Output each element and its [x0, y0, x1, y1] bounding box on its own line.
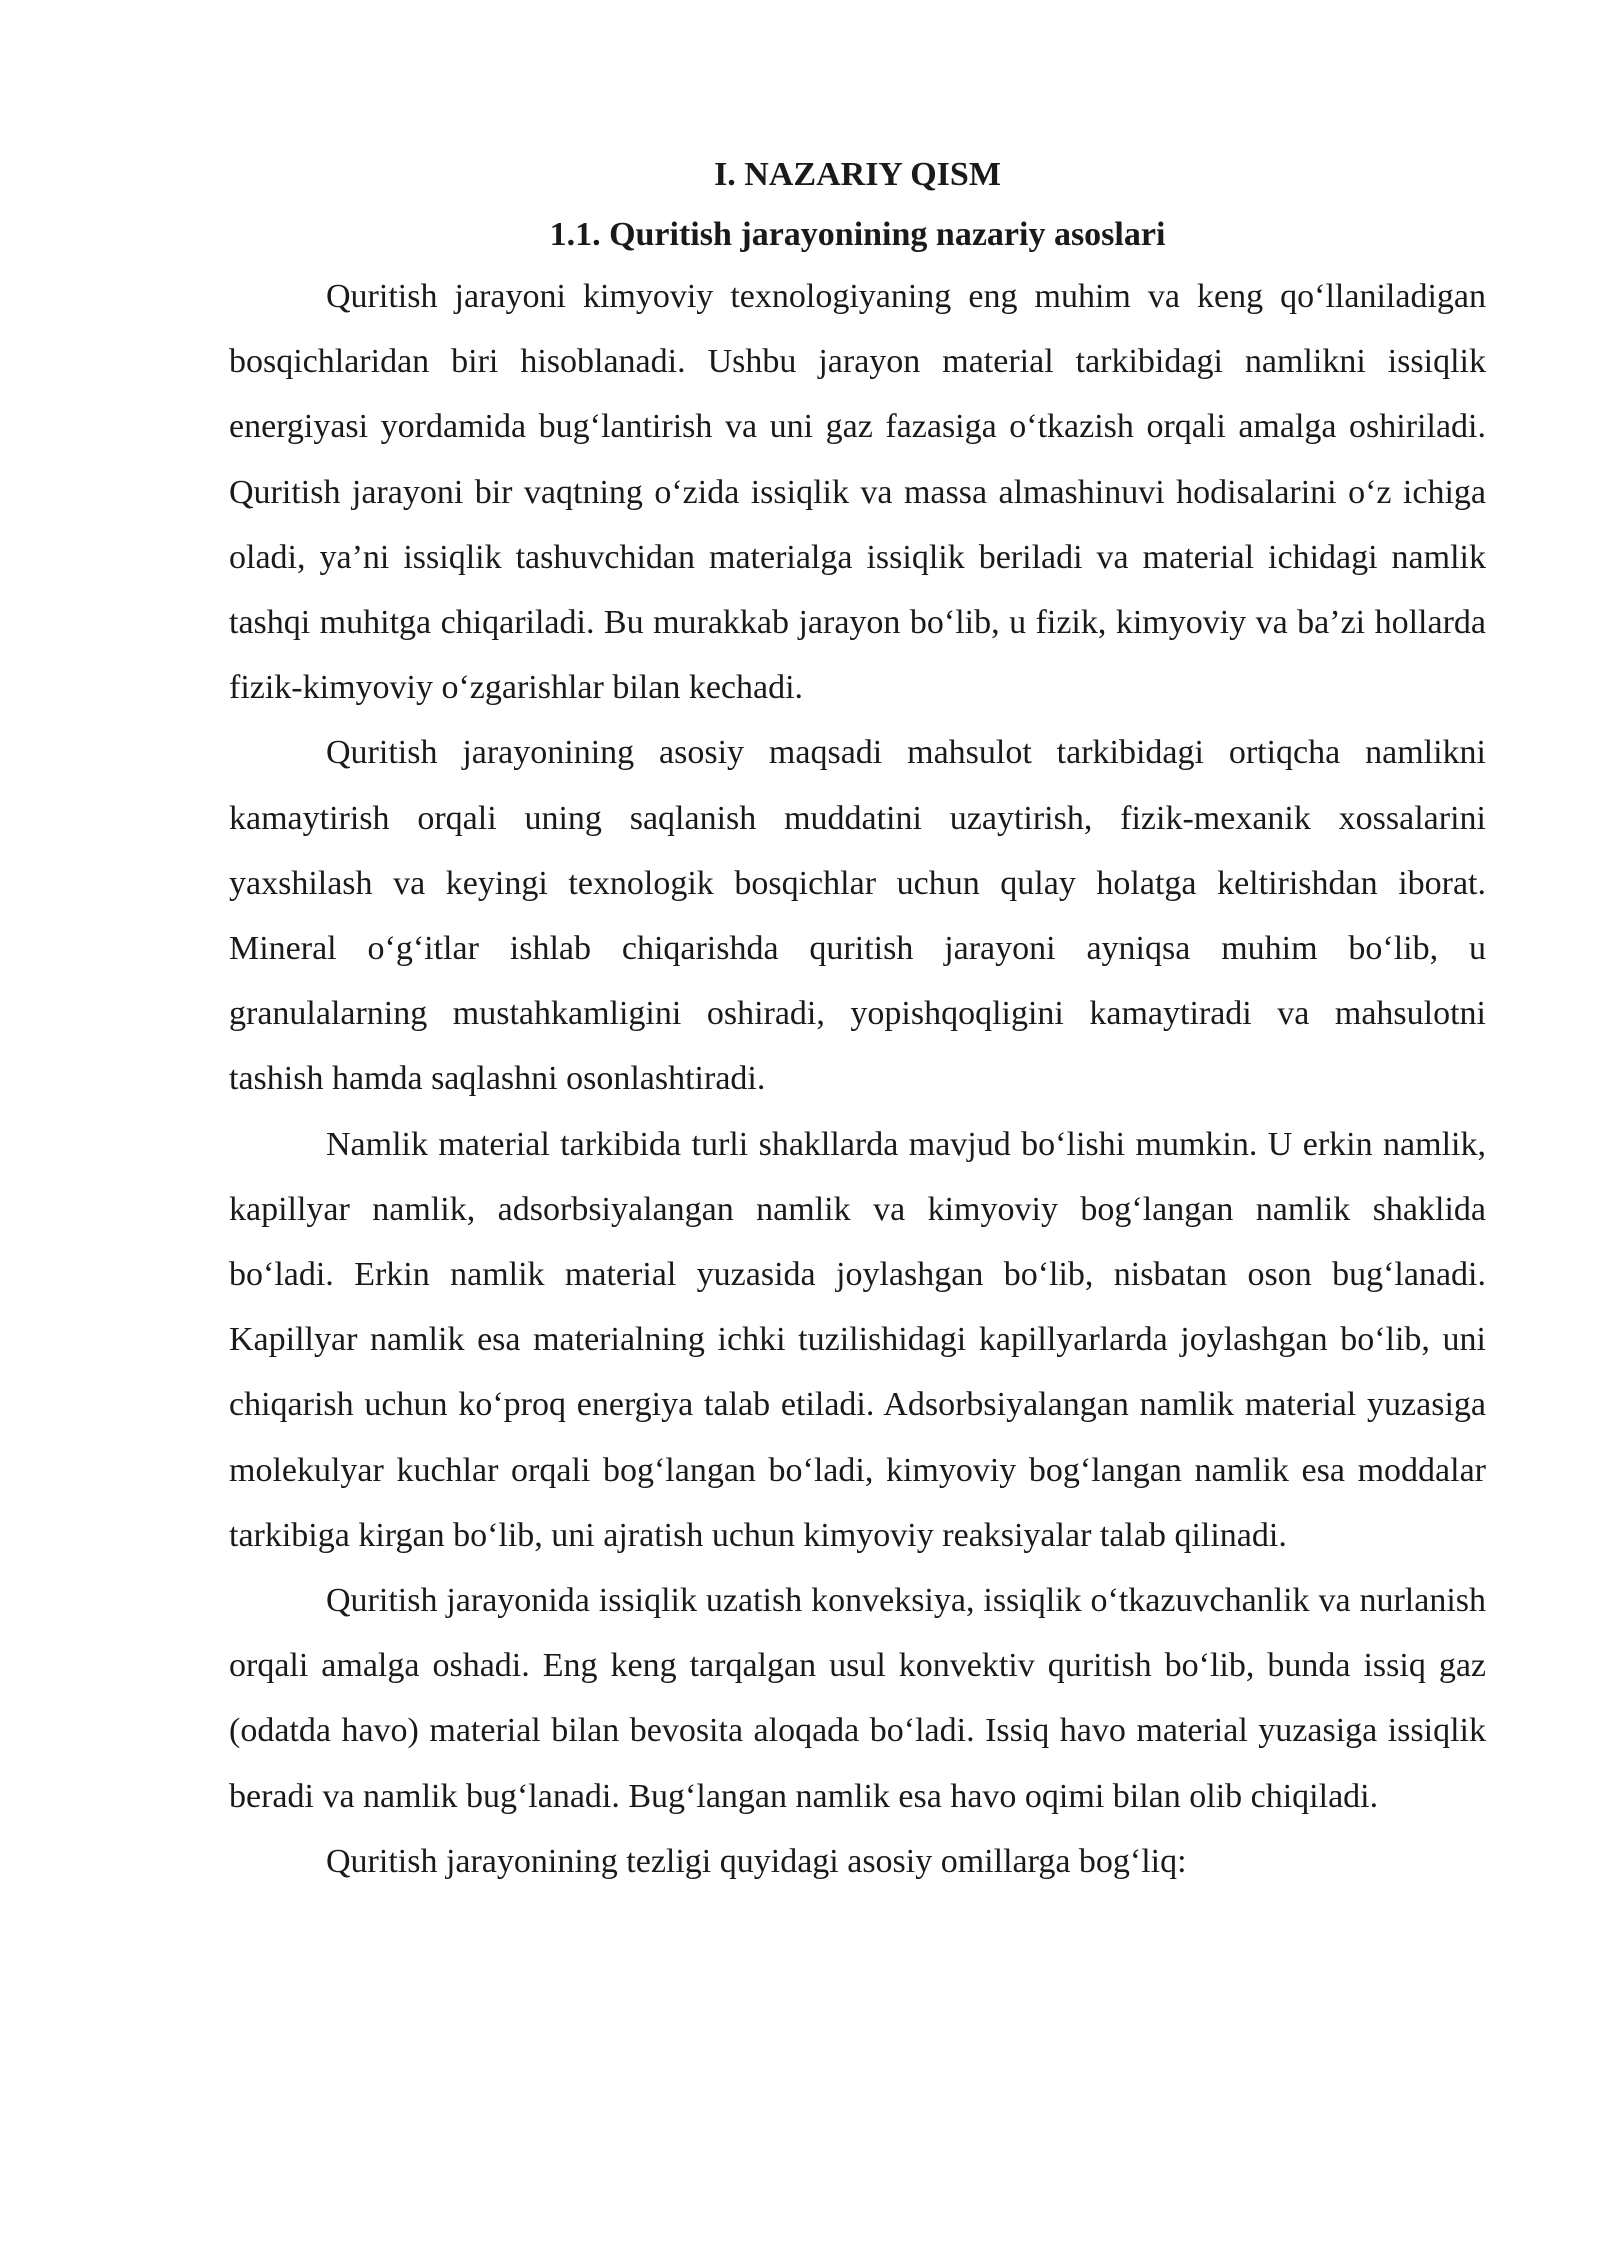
paragraph-1: Quritish jarayoni kimyoviy texnologiyaning eng muhim va keng qo‘llaniladigan bosqichlaridan biri hisoblanadi. Ushbu jarayon material tarkibidagi namlikni issiqlik energiyasi yordamida bug‘lantirish va uni gaz fazasiga o‘tkazish orqali amalga oshiriladi. Quritish jarayoni bir vaqtning o‘zida issiqlik va massa almashinuvi hodisalarini o‘z ichiga oladi, ya’ni issiqlik tashuvchidan materialga issiqlik beriladi va material ichidagi namlik tashqi muhitga chiqariladi. Bu murakkab jarayon bo‘lib, u fizik, kimyoviy va ba’zi hollarda fizik-kimyoviy o‘zgarishlar bilan kechadi.: [229, 278, 1486, 707]
section-title: 1.1. Quritish jarayonining nazariy asoslari: [549, 216, 1166, 253]
paragraph-4: Quritish jarayonida issiqlik uzatish konveksiya, issiqlik o‘tkazuvchanlik va nurlanish orqali amalga oshadi. Eng keng tarqalgan usul konvektiv quritish bo‘lib, bunda issiq gaz (odatda havo) material bilan bevosita aloqada bo‘ladi. Issiq havo material yuzasiga issiqlik beradi va namlik bug‘lanadi. Bug‘langan namlik esa havo oqimi bilan olib chiqiladi.: [229, 1582, 1486, 1815]
page-content: [229, 148, 1486, 1894]
paragraph-5: Quritish jarayonining tezligi quyidagi asosiy omillarga bog‘liq:: [326, 1842, 1187, 1880]
paragraph-3: Namlik material tarkibida turli shakllarda mavjud bo‘lishi mumkin. U erkin namlik, kapillyar namlik, adsorbsiyalangan namlik va kimyoviy bog‘langan namlik shaklida bo‘ladi. Erkin namlik material yuzasida joylashgan bo‘lib, nisbatan oson bug‘lanadi. Kapillyar namlik esa materialning ichki tuzilishidagi kapillyarlarda joylashgan bo‘lib, uni chiqarish uchun ko‘proq energiya talab etiladi. Adsorbsiyalangan namlik material yuzasiga molekulyar kuchlar orqali bog‘langan bo‘ladi, kimyoviy bog‘langan namlik esa moddalar tarkibiga kirgan bo‘lib, uni ajratish uchun kimyoviy reaksiyalar talab qilinadi.: [229, 1125, 1486, 1554]
paragraph-2: Quritish jarayonining asosiy maqsadi mahsulot tarkibidagi ortiqcha namlikni kamaytirish orqali uning saqlanish muddatini uzaytirish, fizik-mexanik xossalarini yaxshilash va keyingi texnologik bosqichlar uchun qulay holatga keltirishdan iborat. Mineral o‘g‘itlar ishlab chiqarishda quritish jarayoni ayniqsa muhim bo‘lib, u granulalarning mustahkamligini oshiradi, yopishqoqligini kamaytiradi va mahsulotni tashish hamda saqlashni osonlashtiradi.: [229, 734, 1486, 1098]
chapter-title: I. NAZARIY QISM: [714, 156, 1001, 193]
